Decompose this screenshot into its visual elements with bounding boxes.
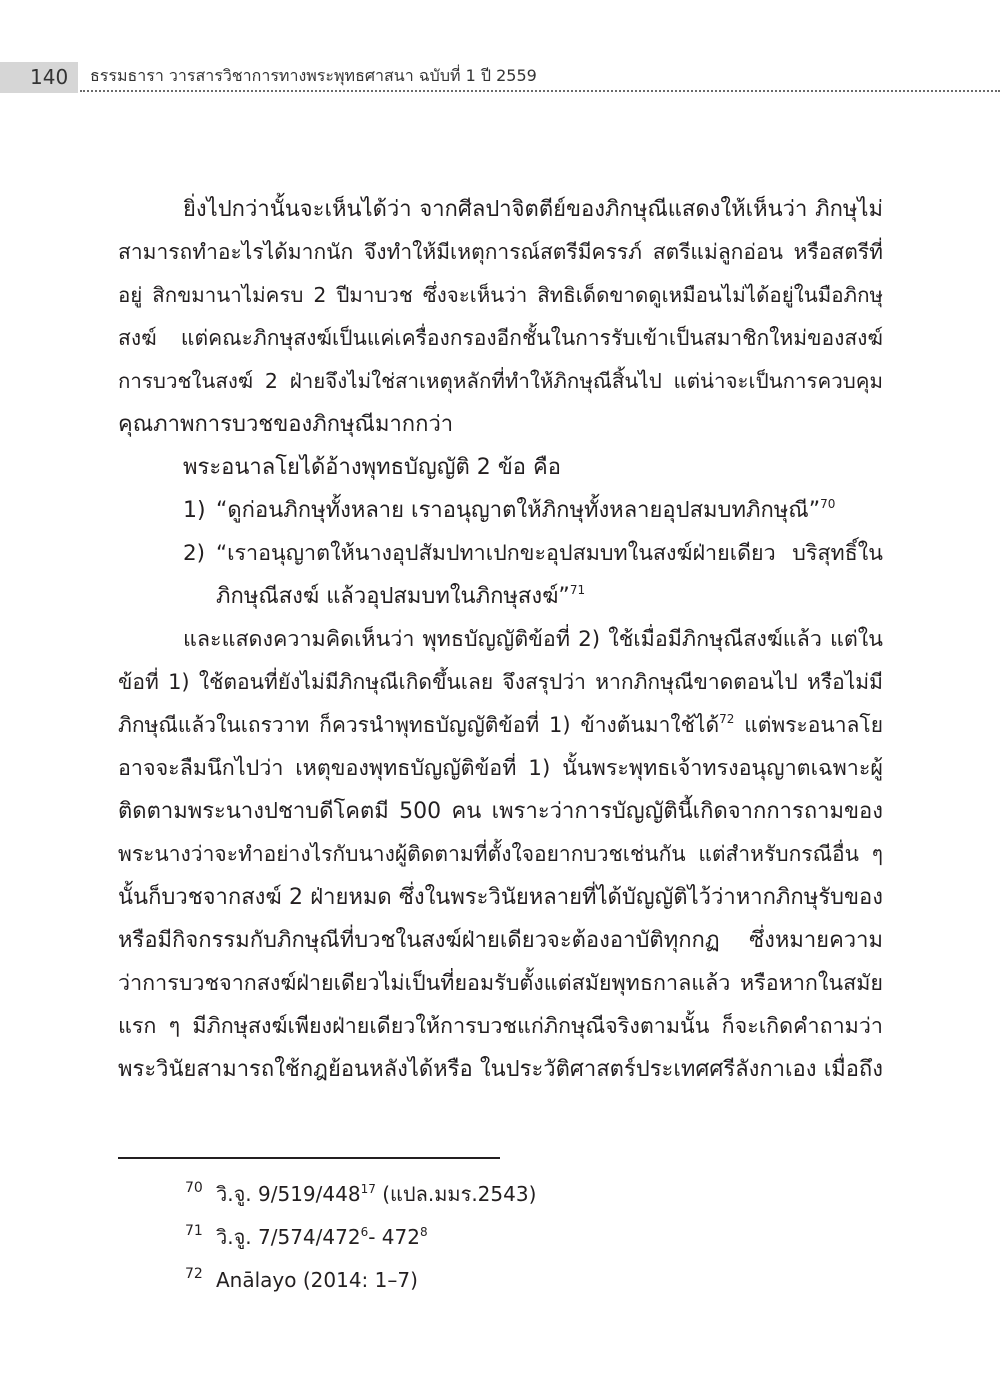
list-item-2-continuation bbox=[118, 575, 883, 618]
paragraph-3 bbox=[118, 618, 883, 1091]
article-body bbox=[118, 188, 883, 1091]
paragraph-line: อยู่ สิกขมานาไม่ครบ 2 ปีมาบวช ซึ่งจะเห็นว่า สิทธิเด็ดขาดดูเหมือนไม่ได้อยู่ในมือภิกษุ bbox=[118, 283, 883, 307]
footnote-number: 70 bbox=[185, 1180, 203, 1196]
journal-title: ธรรมธารา วารสารวิชาการทางพระพุทธศาสนา ฉบับที่ 1 ปี 2559 bbox=[90, 66, 537, 85]
paragraph-line: นั้นก็บวชจากสงฆ์ 2 ฝ่ายหมด ซึ่งในพระวินัยหลายที่ได้บัญญัติไว้ว่าหากภิกษุรับของ bbox=[118, 885, 883, 910]
list-item-2 bbox=[118, 532, 883, 575]
footnote-71 bbox=[185, 1216, 785, 1259]
footnote-ref: 72 bbox=[719, 712, 735, 726]
list-item-text: ภิกษุณีสงฆ์ แล้วอุปสมบทในภิกษุสงฆ์” bbox=[216, 584, 570, 609]
paragraph-line: ยิ่งไปกว่านั้นจะเห็นได้ว่า จากศีลปาจิตตีย์ของภิกษุณีแสดงให้เห็นว่า ภิกษุไม่ bbox=[183, 197, 883, 222]
paragraph-line: สงฆ์ แต่คณะภิกษุสงฆ์เป็นแค่เครื่องกรองอีกชั้นในการรับเข้าเป็นสมาชิกใหม่ของสงฆ์ bbox=[118, 326, 883, 350]
footnote-70 bbox=[185, 1173, 785, 1216]
paragraph-2: พระอนาลโยได้อ้างพุทธบัญญัติ 2 ข้อ คือ bbox=[183, 455, 561, 480]
footnote-text bbox=[216, 1173, 536, 1216]
paragraph-line: แรก ๆ มีภิกษุสงฆ์เพียงฝ่ายเดียวให้การบวชแก่ภิกษุณีจริงตามนั้น ก็จะเกิดคำถามว่า bbox=[118, 1014, 883, 1039]
footnote-sup: 17 bbox=[360, 1182, 376, 1196]
footnote-sup: 8 bbox=[419, 1225, 428, 1239]
footnotes bbox=[185, 1173, 785, 1302]
line-text: แต่พระอนาลโย bbox=[734, 713, 884, 737]
paragraph-line: พระวินัยสามารถใช้กฎย้อนหลังได้หรือ ในประวัติศาสตร์ประเทศศรีลังกาเอง เมื่อถึง bbox=[118, 1057, 883, 1082]
footnote-citation: วิ.จู. 7/574/472 bbox=[216, 1225, 361, 1249]
paragraph-line: อาจจะลืมนึกไปว่า เหตุของพุทธบัญญัติข้อที่ 1) นั้นพระพุทธเจ้าทรงอนุญาตเฉพาะผู้ bbox=[118, 756, 883, 781]
footnote-citation: (แปล.มมร.2543) bbox=[375, 1182, 537, 1206]
paragraph-line: การบวชในสงฆ์ 2 ฝ่ายจึงไม่ใช่สาเหตุหลักที่ทำให้ภิกษุณีสิ้นไป แต่น่าจะเป็นการควบคุม bbox=[118, 369, 883, 393]
paragraph-1 bbox=[118, 188, 883, 446]
footnote-72 bbox=[185, 1259, 785, 1302]
footnote-ref: 71 bbox=[569, 583, 586, 597]
footnote-citation: วิ.จู. 9/519/448 bbox=[216, 1182, 361, 1206]
list-item-1 bbox=[118, 489, 883, 532]
numbered-list bbox=[118, 489, 883, 618]
line-text: ภิกษุณีแล้วในเถรวาท ก็ควรนำพุทธบัญญัติข้อที่ 1) ข้างต้นมาใช้ได้ bbox=[118, 713, 720, 737]
footnote-number: 72 bbox=[185, 1266, 203, 1282]
paragraph-line: คุณภาพการบวชของภิกษุณีมากกว่า bbox=[118, 412, 454, 437]
paragraph-line: ข้อที่ 1) ใช้ตอนที่ยังไม่มีภิกษุณีเกิดขึ้นเลย จึงสรุปว่า หากภิกษุณีขาดตอนไป หรือไม่มี bbox=[118, 670, 883, 694]
paragraph-line: ติดตามพระนางปชาบดีโคตมี 500 คน เพราะว่าการบัญญัตินี้เกิดจากการถามของ bbox=[118, 799, 883, 824]
footnote-sup: 6 bbox=[360, 1225, 369, 1239]
list-marker: 2) bbox=[183, 541, 206, 566]
header-dotted-rule bbox=[80, 90, 1000, 92]
list-marker: 1) bbox=[183, 498, 206, 523]
footnote-number: 71 bbox=[185, 1223, 203, 1239]
paragraph-line: ว่าการบวชจากสงฆ์ฝ่ายเดียวไม่เป็นที่ยอมรับตั้งแต่สมัยพุทธกาลแล้ว หรือหากในสมัย bbox=[118, 971, 883, 996]
footnote-text bbox=[216, 1216, 428, 1259]
footnote-separator bbox=[118, 1157, 500, 1159]
paragraph-line: สามารถทำอะไรได้มากนัก จึงทำให้มีเหตุการณ์สตรีมีครรภ์ สตรีแม่ลูกอ่อน หรือสตรีที่ bbox=[118, 240, 883, 264]
paragraph-line bbox=[118, 704, 883, 747]
list-item-text: “ดูก่อนภิกษุทั้งหลาย เราอนุญาตให้ภิกษุทั้งหลายอุปสมบทภิกษุณี” bbox=[216, 498, 821, 523]
page-number: 140 bbox=[30, 65, 69, 89]
list-item-text: “เราอนุญาตให้นางอุปสัมปทาเปกขะอุปสมบทในสงฆ์ฝ่ายเดียว บริสุทธิ์ใน bbox=[216, 541, 883, 566]
paragraph-line: พระนางว่าจะทำอย่างไรกับนางผู้ติดตามที่ตั้งใจอยากบวชเช่นกัน แต่สำหรับกรณีอื่น ๆ bbox=[118, 842, 883, 866]
paragraph-line: หรือมีกิจกรรมกับภิกษุณีที่บวชในสงฆ์ฝ่ายเดียวจะต้องอาบัติทุกกฏ ซึ่งหมายความ bbox=[118, 928, 883, 953]
paragraph-line: และแสดงความคิดเห็นว่า พุทธบัญญัติข้อที่ 2) ใช้เมื่อมีภิกษุณีสงฆ์แล้ว แต่ใน bbox=[183, 627, 883, 652]
footnote-citation: - 472 bbox=[368, 1225, 420, 1249]
footnote-ref: 70 bbox=[820, 497, 836, 511]
footnote-text: Anālayo (2014: 1–7) bbox=[216, 1268, 418, 1292]
